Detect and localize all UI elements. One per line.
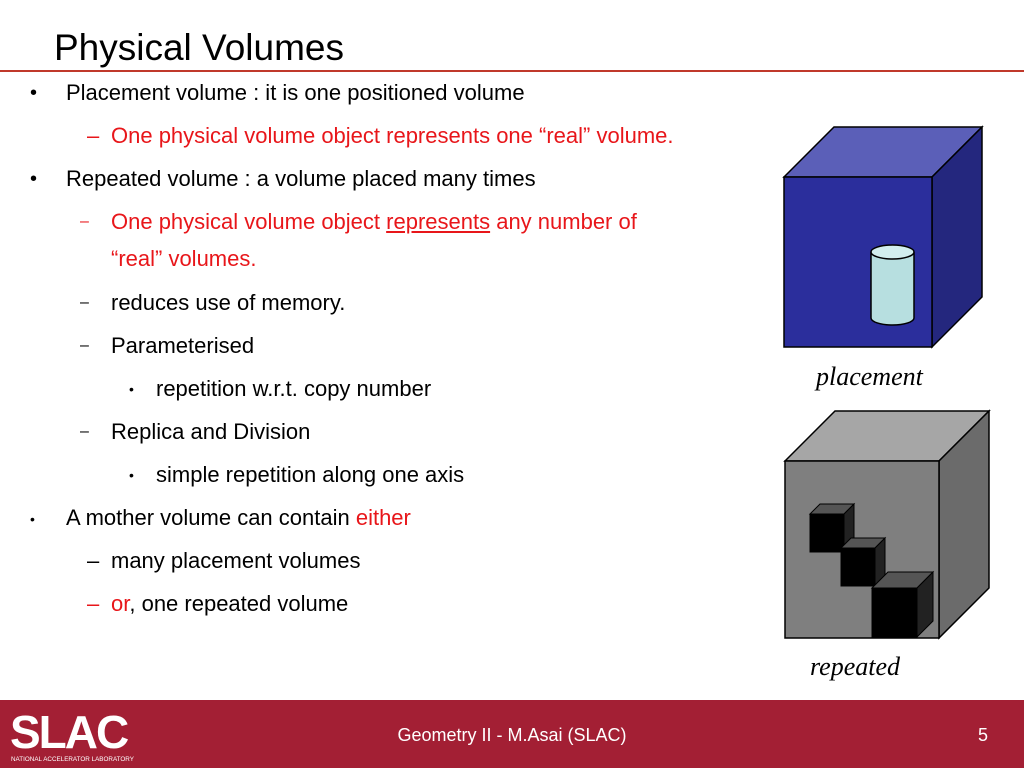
sub-bullet-one-repeated <box>111 591 348 617</box>
slac-logo-subtext: NATIONAL ACCELERATOR LABORATORY <box>11 756 134 763</box>
title-divider <box>0 70 1024 72</box>
sub-bullet-many-placement: many placement volumes <box>111 548 361 573</box>
small-cube-3 <box>872 572 933 637</box>
small-cube-2 <box>841 538 885 586</box>
bullet-mother-volume <box>66 505 411 531</box>
sub-bullet-any-number <box>111 209 637 235</box>
text-segment: , one repeated volume <box>129 591 349 616</box>
cylinder-icon <box>871 245 914 325</box>
bullet-marker: • <box>30 511 35 527</box>
placement-caption: placement <box>816 362 923 391</box>
sub-sub-bullet-copy-number: repetition w.r.t. copy number <box>156 376 432 401</box>
slide-title: Physical Volumes <box>54 27 344 68</box>
sub-sub-bullet-one-axis: simple repetition along one axis <box>156 462 465 487</box>
highlight-either: either <box>355 505 411 530</box>
dash-marker: – <box>80 294 89 311</box>
dash-marker: – <box>87 591 100 616</box>
footer-title: Geometry II - M.Asai (SLAC) <box>397 725 627 745</box>
bullet-repeated-volume: Repeated volume : a volume placed many times <box>66 166 536 191</box>
sub-bullet-parameterised: Parameterised <box>111 333 255 358</box>
small-bullet-marker: • <box>129 467 134 483</box>
text-segment: any number of <box>490 209 637 234</box>
underlined-word: represents <box>386 209 491 234</box>
dash-marker: – <box>87 123 100 148</box>
dash-marker: – <box>87 548 100 573</box>
sub-bullet-one-real-volume: One physical volume object represents one “real” volume. <box>111 123 674 148</box>
bullet-marker: • <box>30 168 38 190</box>
page-number: 5 <box>978 725 989 745</box>
text-segment: A mother volume can contain <box>66 505 356 530</box>
sub-bullet-memory: reduces use of memory. <box>111 290 346 315</box>
dash-marker: – <box>80 337 89 354</box>
placement-cube-figure <box>780 124 984 350</box>
repeated-caption: repeated <box>810 652 900 681</box>
slac-logo-wordmark: SLAC <box>10 706 128 758</box>
bullet-placement-volume: Placement volume : it is one positioned volume <box>66 80 525 105</box>
text-segment: One physical volume object <box>111 209 387 234</box>
small-bullet-marker: • <box>129 381 134 397</box>
repeated-cube-figure <box>782 408 992 640</box>
sub-bullet-replica-division: Replica and Division <box>111 419 311 444</box>
dash-marker: – <box>80 423 89 440</box>
dash-marker: – <box>80 213 89 230</box>
highlight-or: or <box>111 591 130 616</box>
bullet-marker: • <box>30 82 38 104</box>
sub-bullet-any-number-cont: “real” volumes. <box>111 246 257 271</box>
